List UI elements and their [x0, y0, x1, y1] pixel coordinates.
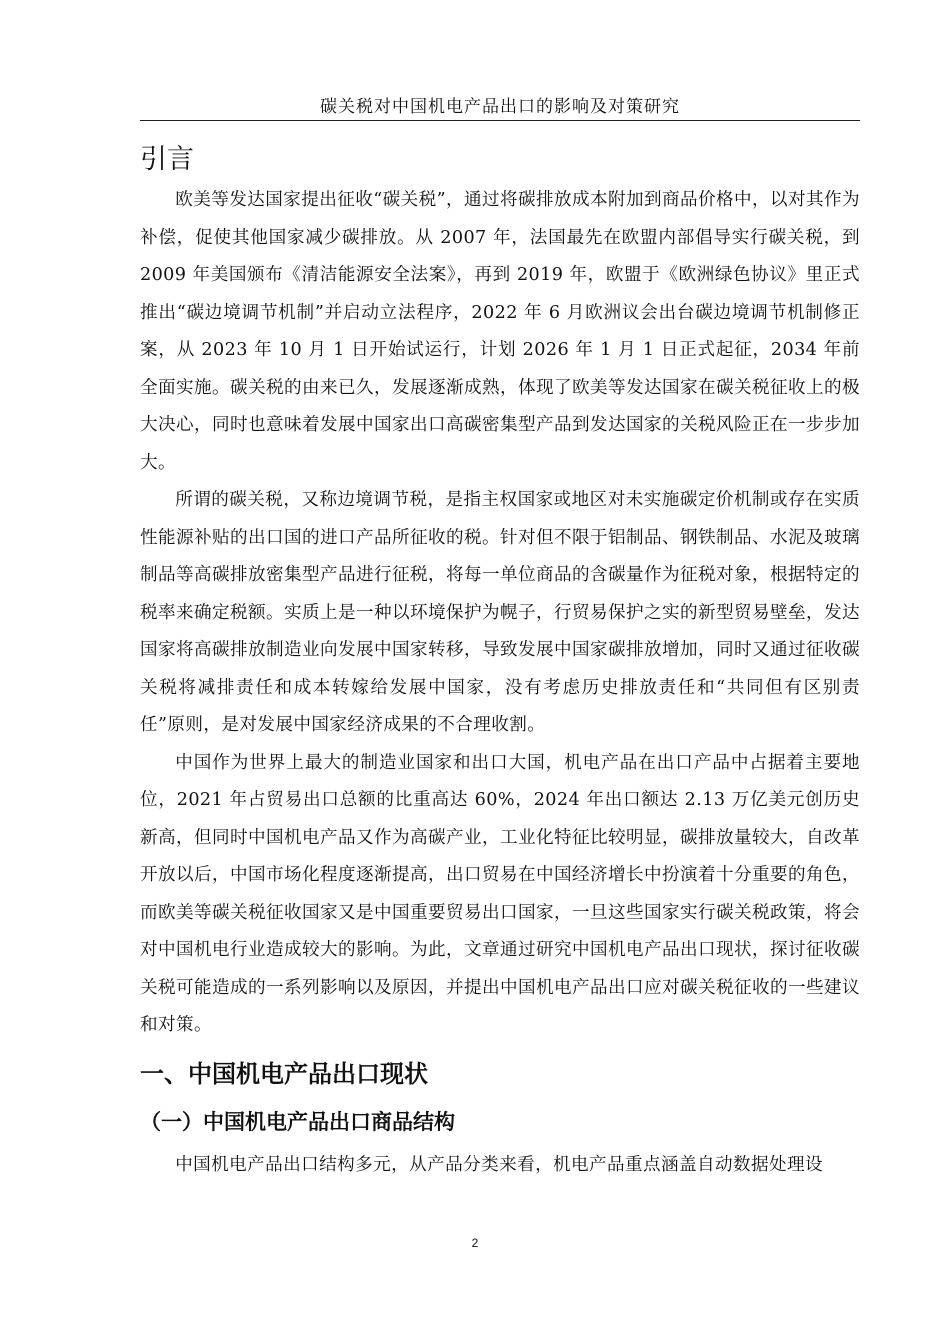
intro-paragraph-3: 中国作为世界上最大的制造业国家和出口大国，机电产品在出口产品中占据着主要地位，2021 年占贸易出口总额的比重高达 60%，2024 年出口额达 2.13 万亿美元创历史新高，但同时中国机电产品又作为高碳产业，工业化特征比较明显，碳排放量较大，自改革开放以后，中国市场化程度逐渐提高，出口贸易在中国经济增长中扮演着十分重要的角色，而欧美等碳关税征收国家又是中国重要贸易出口国家，一旦这些国家实行碳关税政策，将会对中国机电行业造成较大的影响。为此，文章通过研究中国机电产品出口现状，探讨征收碳关税可能造成的一系列影响以及原因，并提出中国机电产品出口应对碳关税征收的一些建议和对策。 [140, 752, 860, 1035]
intro-heading: 引言 [140, 144, 194, 175]
page-number: 2 [471, 1236, 479, 1250]
intro-paragraph-1: 欧美等发达国家提出征收“碳关税”，通过将碳排放成本附加到商品价格中，以对其作为补偿，促使其他国家减少碳排放。从 2007 年，法国最先在欧盟内部倡导实行碳关税，到 2009 年美国颁布《清洁能源安全法案》，再到 2019 年，欧盟于《欧洲绿色协议》里正式推出“碳边境调节机制”并启动立法程序，2022 年 6 月欧洲议会出台碳边境调节机制修正案，从 2023 年 10 月 1 日开始试运行，计划 2026 年 1 月 1 日正式起征，2034 年前全面实施。碳关税的由来已久，发展逐渐成熟，体现了欧美等发达国家在碳关税征收上的极大决心，同时也意味着发展中国家出口高碳密集型产品到发达国家的关税风险正在一步步加大。 [140, 190, 860, 473]
subsection-1-paragraph: 中国机电产品出口结构多元，从产品分类来看，机电产品重点涵盖自动数据处理设 [175, 1154, 823, 1175]
header-divider [140, 120, 860, 121]
section-1-heading: 一、中国机电产品出口现状 [140, 1059, 428, 1088]
page-body [140, 138, 860, 1184]
subsection-1-heading: （一）中国机电产品出口商品结构 [140, 1109, 455, 1134]
running-header-title: 碳关税对中国机电产品出口的影响及对策研究 [320, 97, 680, 117]
intro-paragraph-2: 所谓的碳关税，又称边境调节税，是指主权国家或地区对未实施碳定价机制或存在实质性能源补贴的出口国的进口产品所征收的税。针对但不限于铝制品、钢铁制品、水泥及玻璃制品等高碳排放密集型产品进行征税，将每一单位商品的含碳量作为征税对象，根据特定的税率来确定税额。实质上是一种以环境保护为幌子，行贸易保护之实的新型贸易壁垒，发达国家将高碳排放制造业向发展中国家转移，导致发展中国家碳排放增加，同时又通过征收碳关税将减排责任和成本转嫁给发展中国家，没有考虑历史排放责任和“共同但有区别责任”原则，是对发展中国家经济成果的不合理收割。 [140, 490, 860, 735]
